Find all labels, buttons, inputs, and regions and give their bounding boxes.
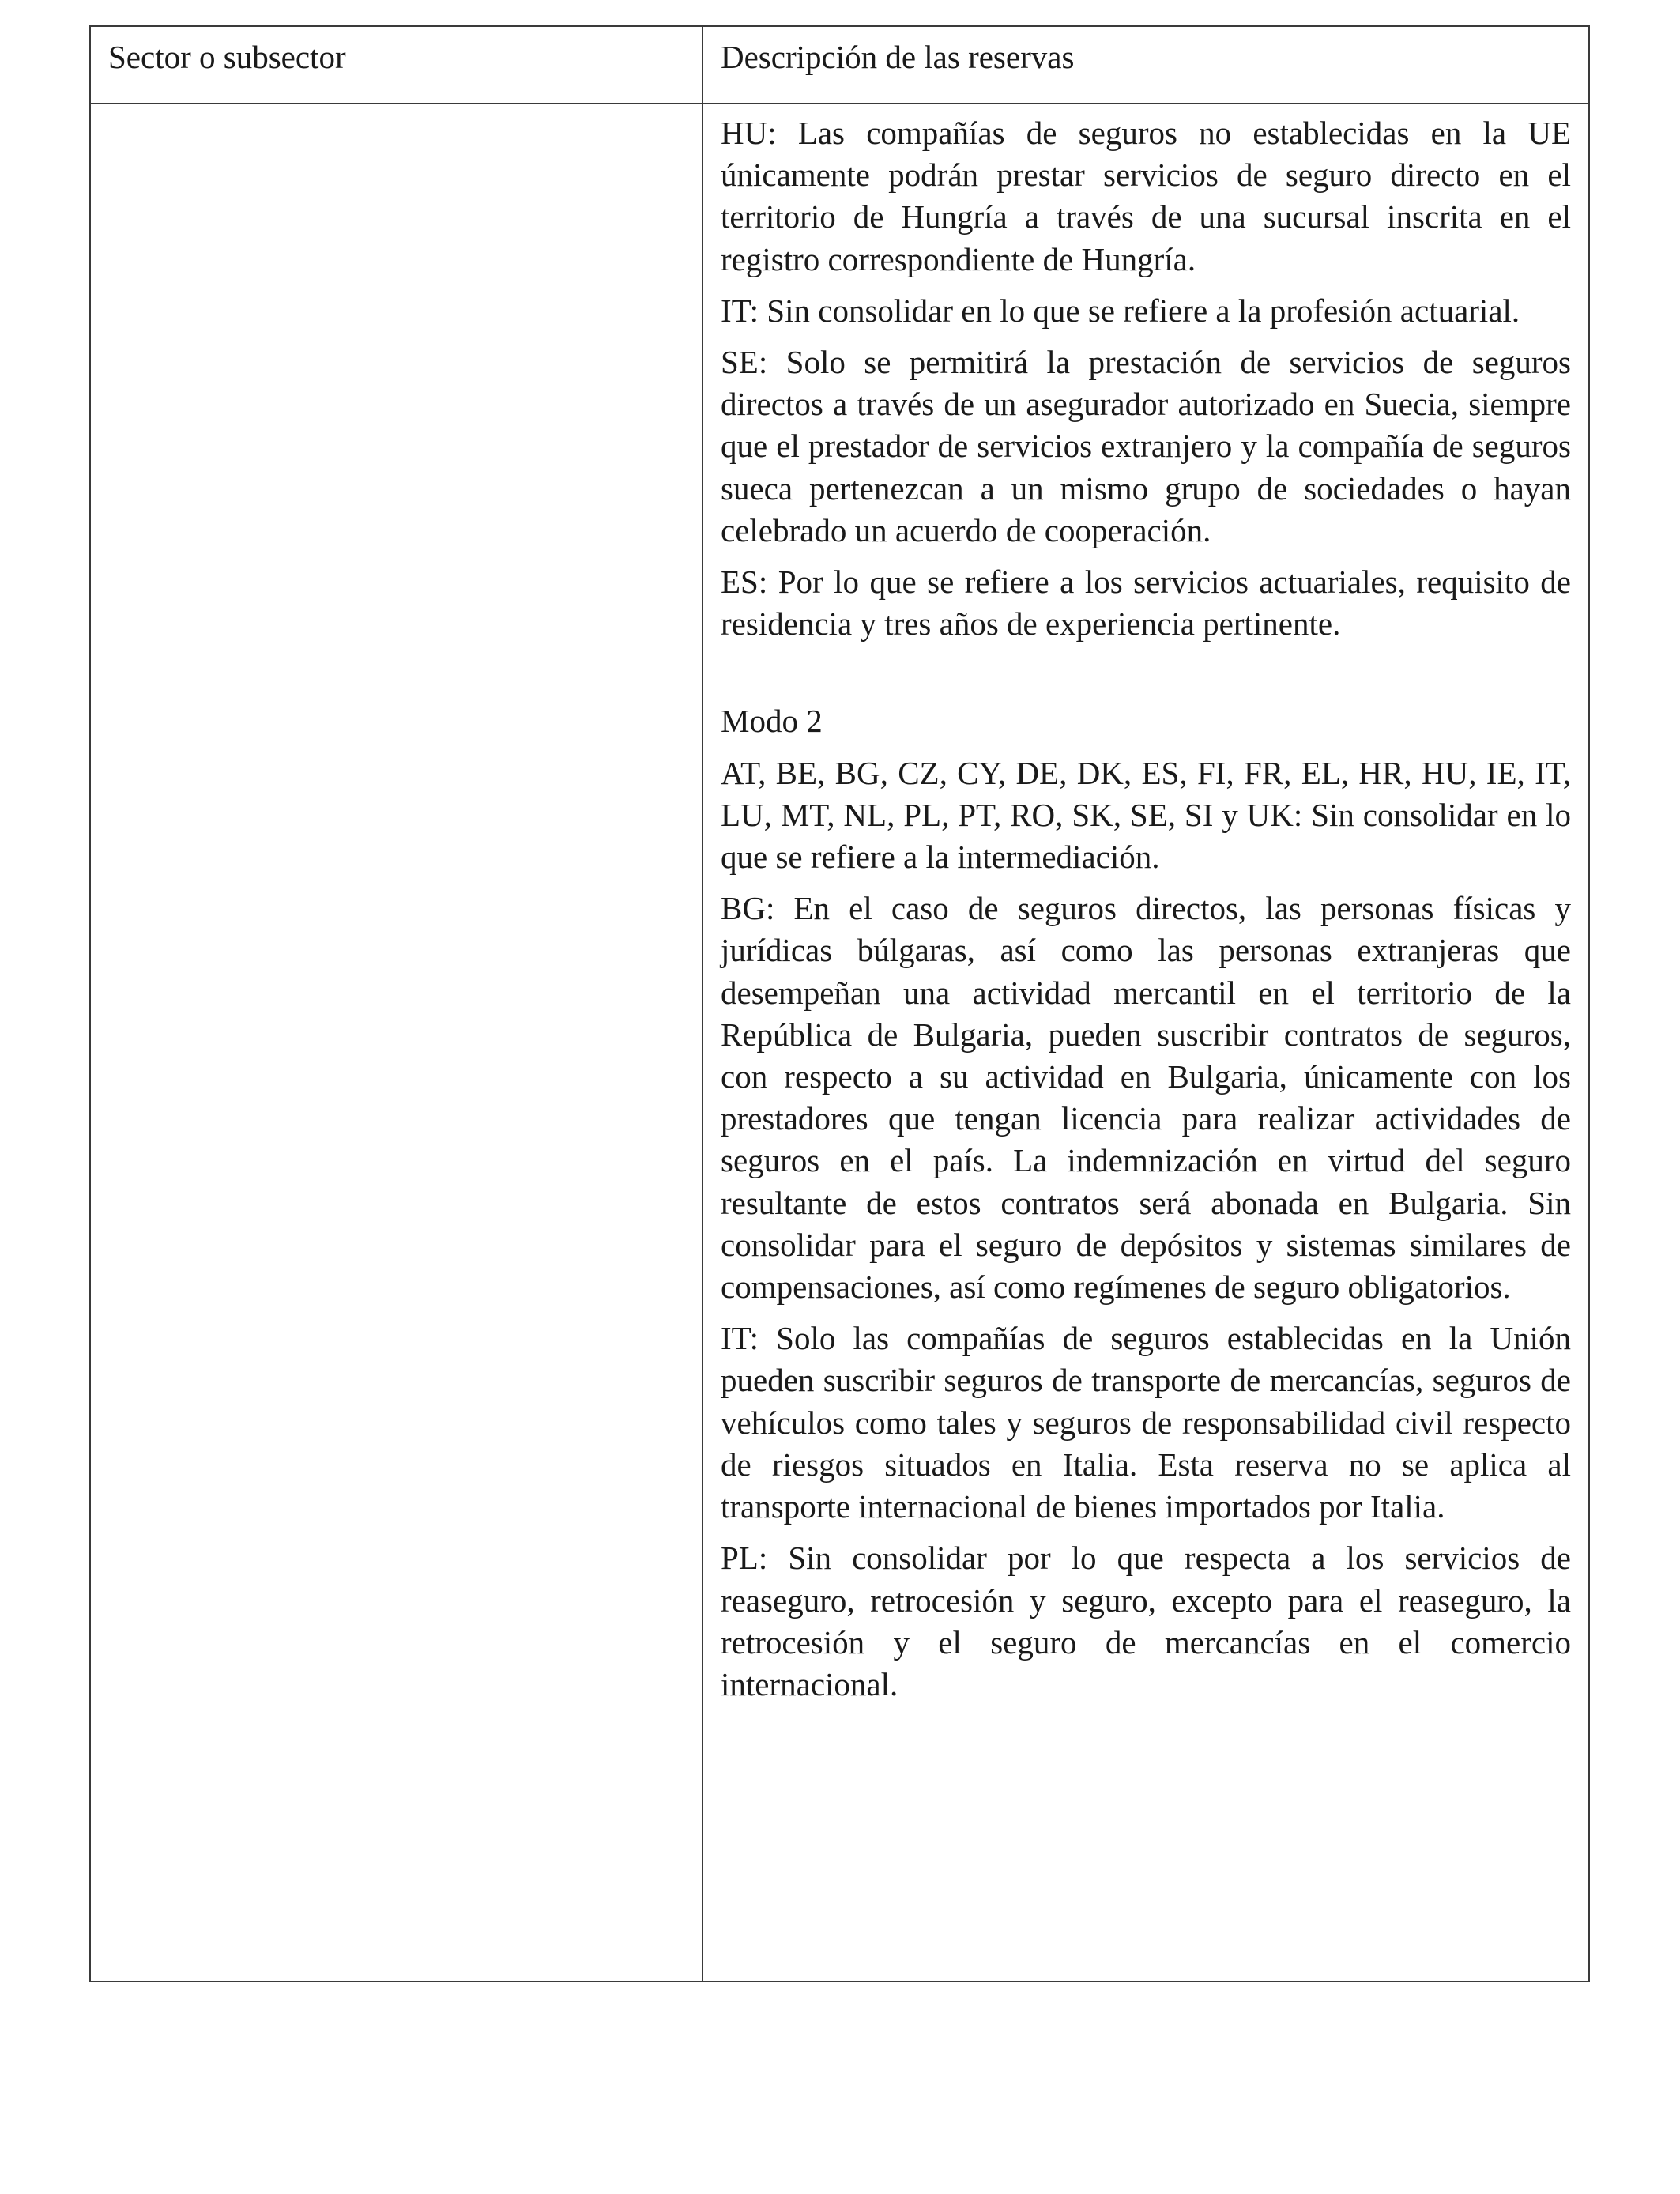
table-row (90, 104, 1589, 1981)
reservation-es: ES: Por lo que se refiere a los servicios actuariales, requisito de residencia y tres años de experiencia pertinente. (721, 564, 1571, 643)
reservation-it-transport: IT: Solo las compañías de seguros establecidas en la Unión pueden suscribir seguros de transporte de mercancías, seguros de vehículos como tales y seguros de responsabilidad civil respecto de riesgos situados en Italia. Esta reserva no se aplica al transporte internacional de bienes importados por Italia. (721, 1320, 1571, 1525)
reservation-it-actuarial: IT: Sin consolidar en lo que se refiere a la profesión actuarial. (721, 292, 1520, 329)
reservation-bg: BG: En el caso de seguros directos, las personas físicas y jurídicas búlgaras, así como las personas extranjeras que desempeñan una actividad mercantil en el territorio de la República de Bulgaria, pueden suscribir contratos de seguros, con respecto a su actividad en Bulgaria, únicamente con los prestadores que tengan licencia para realizar actividades de seguros en el país. La indemnización en virtud del seguro resultante de estos contratos será abonada en Bulgaria. Sin consolidar para el seguro de depósitos y sistemas similares de compensaciones, así como regímenes de seguro obligatorios. (721, 890, 1571, 1306)
reservation-hu: HU: Las compañías de seguros no establecidas en la UE únicamente podrán prestar servicios de seguro directo en el territorio de Hungría a través de una sucursal inscrita en el registro correspondiente de Hungría. (721, 115, 1571, 277)
sector-cell (90, 104, 703, 1981)
paragraph-spacer (721, 654, 1571, 700)
reservation-intermediation: AT, BE, BG, CZ, CY, DE, DK, ES, FI, FR, EL, HR, HU, IE, IT, LU, MT, NL, PL, PT, RO, SK, SE, SI y UK: Sin consolidar en lo que se refiere a la intermediación. (721, 754, 1571, 876)
header-description: Descripción de las reservas (703, 26, 1589, 104)
header-sector: Sector o subsector (90, 26, 703, 104)
reservation-se: SE: Solo se permitirá la prestación de servicios de seguros directos a través de un asegurador autorizado en Suecia, siempre que el prestador de servicios extranjero y la compañía de seguros sueca pertenezcan a un mismo grupo de sociedades o hayan celebrado un acuerdo de cooperación. (721, 344, 1571, 548)
description-cell (703, 104, 1589, 1981)
reservation-pl: PL: Sin consolidar por lo que respecta a los servicios de reaseguro, retrocesión y seguro, excepto para el reaseguro, la retrocesión y el seguro de mercancías en el comercio internacional. (721, 1540, 1571, 1702)
table-header-row (90, 26, 1589, 104)
mode-heading: Modo 2 (721, 703, 823, 740)
reservations-table (89, 25, 1590, 1982)
